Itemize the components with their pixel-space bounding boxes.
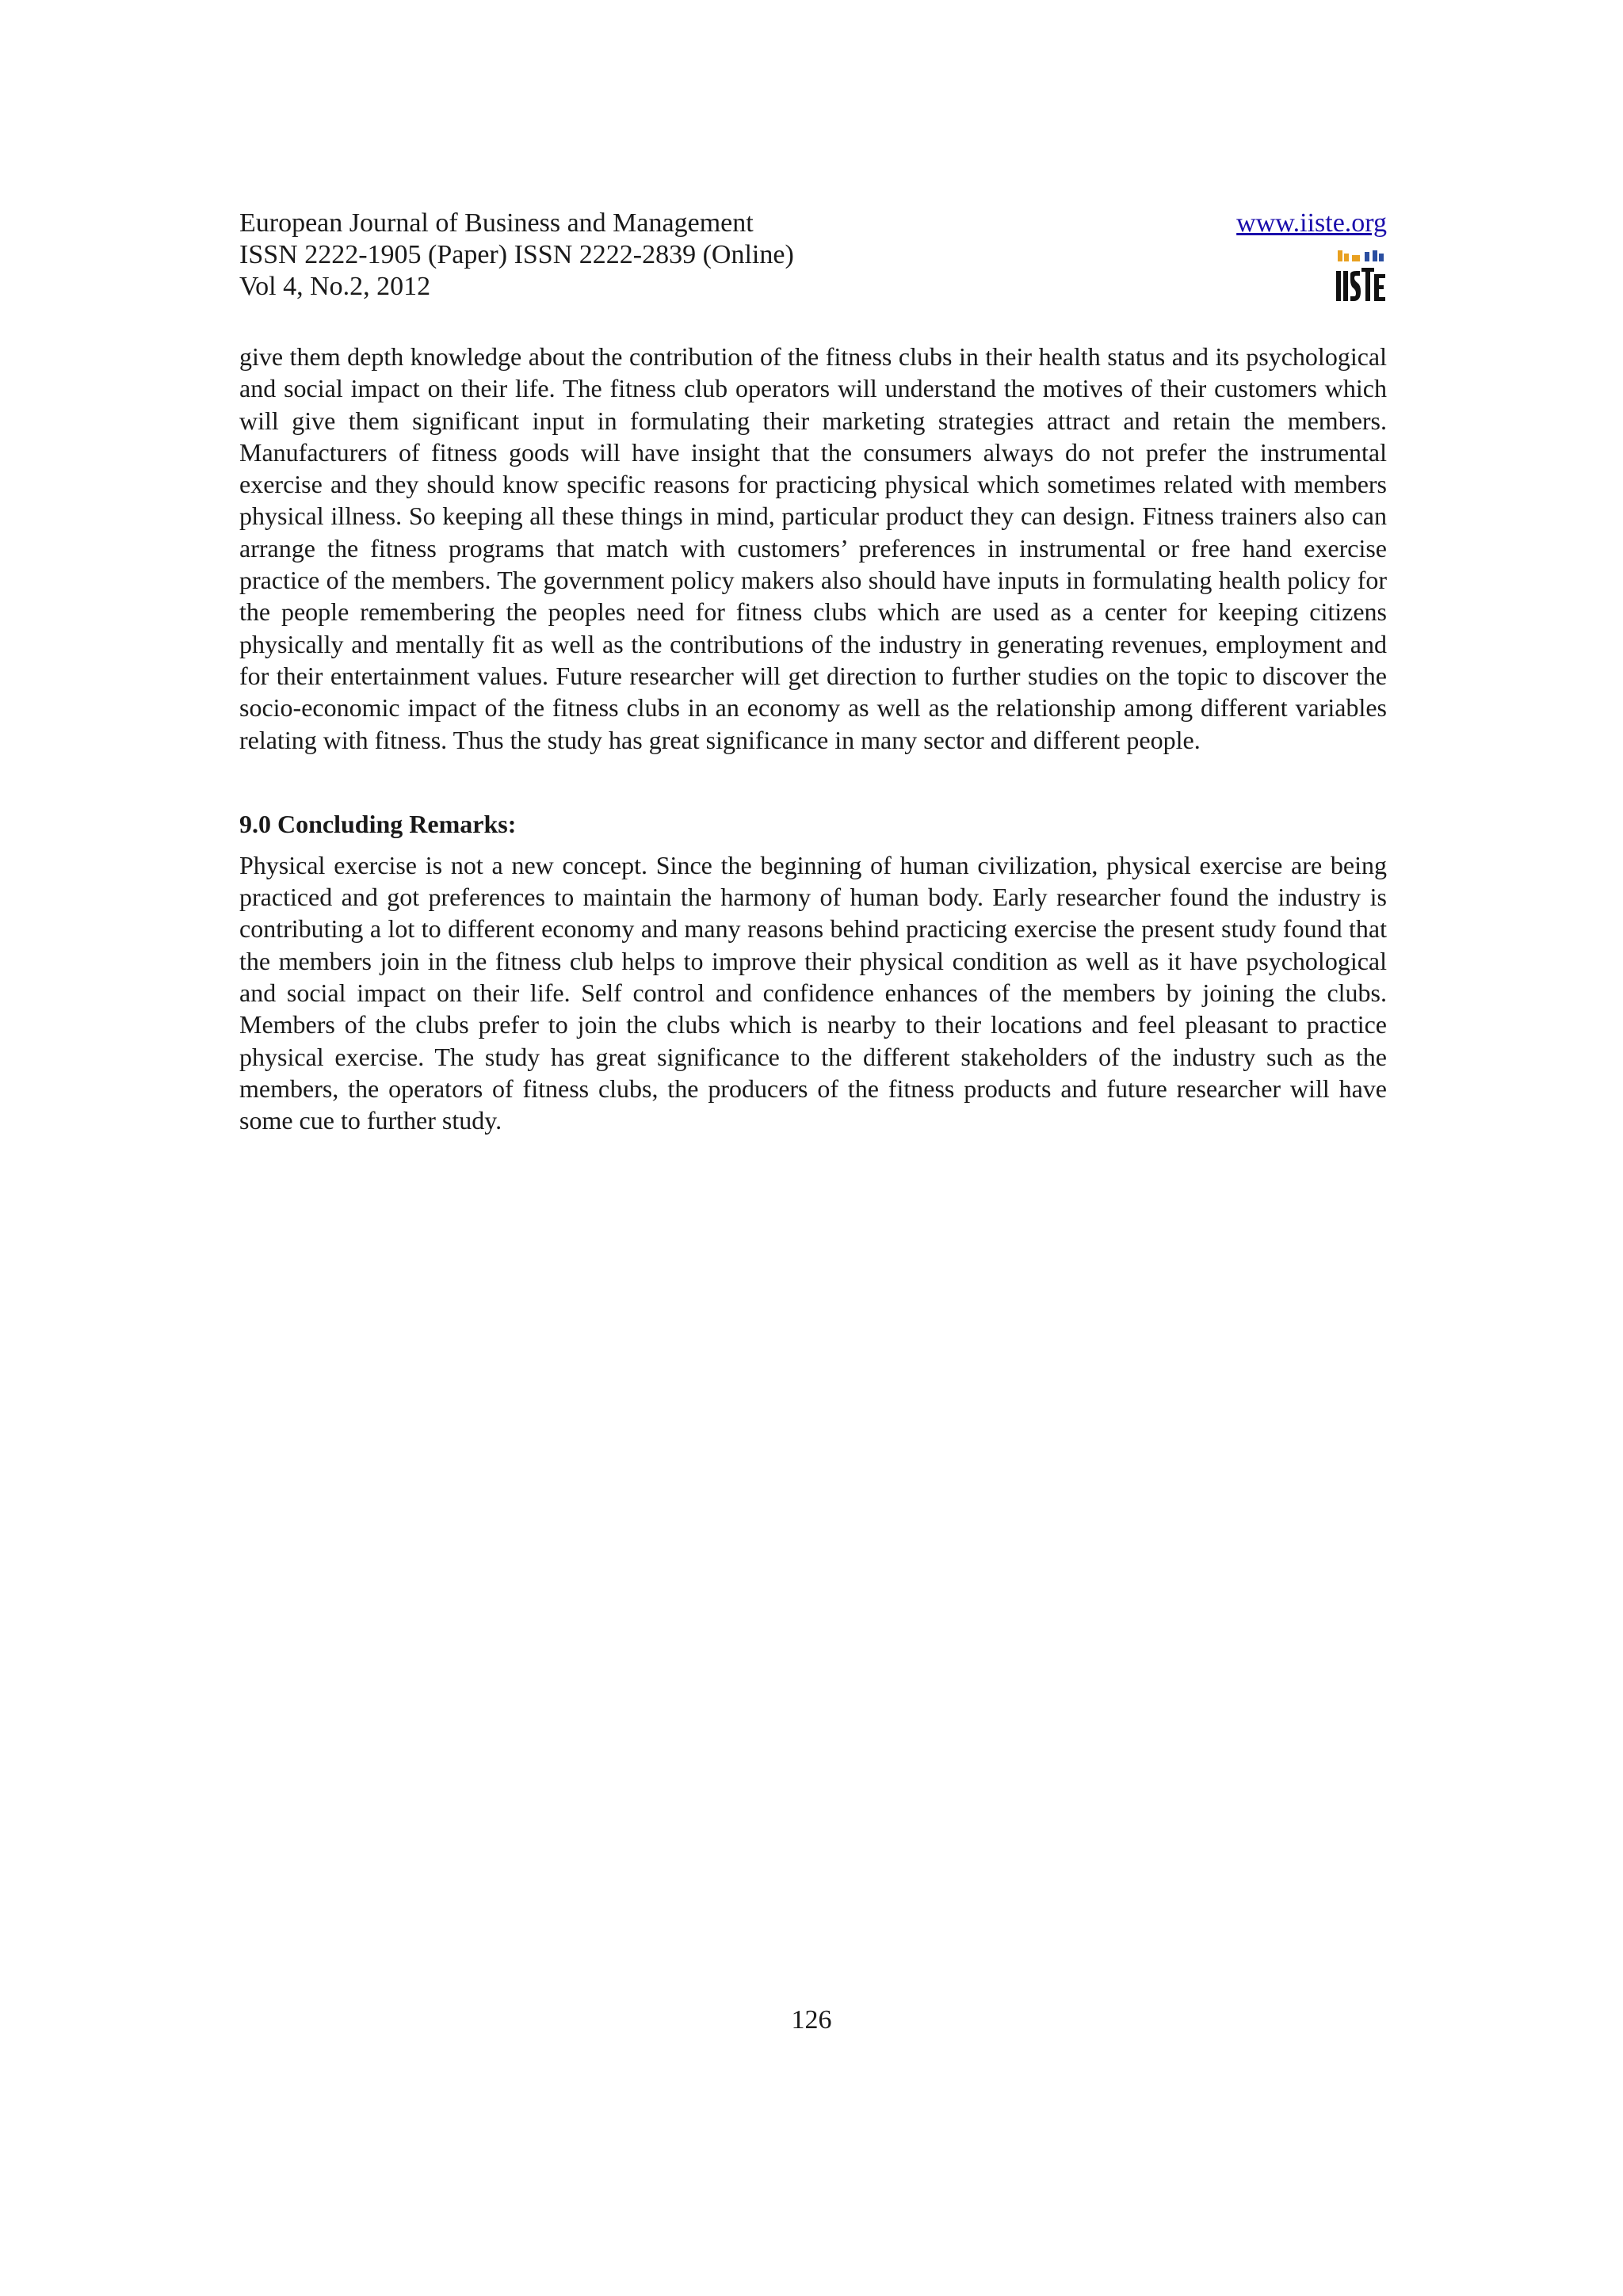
journal-info [239, 208, 794, 303]
journal-volume: Vol 4, No.2, 2012 [239, 272, 431, 301]
journal-title: European Journal of Business and Management [239, 208, 754, 238]
iiste-logo-icon [1335, 247, 1387, 304]
page-header [239, 208, 1387, 311]
page-number: 126 [791, 2005, 832, 2035]
journal-issn: ISSN 2222-1905 (Paper) ISSN 2222-2839 (Online) [239, 240, 794, 269]
body-paragraph-1: give them depth knowledge about the contribution of the fitness clubs in their health status and its psychological and social impact on their life. The fitness club operators will understand the motives of their customers which will give them significant input in formulating their marketing strategies attract and retain the members. Manufacturers of fitness goods will have insight that the consumers always do not prefer the instrumental exercise and they should know specific reasons for practicing physical which sometimes related with members physical illness. So keeping all these things in mind, particular product they can design. Fitness trainers also can arrange the fitness programs that match with customers’ preferences in instrumental or free hand exercise practice of the members. The government policy makers also should have inputs in formulating health policy for the people remembering the peoples need for fitness clubs which are used as a center for keeping citizens physically and mentally fit as well as the contributions of the industry in generating revenues, employment and for their entertainment values. Future researcher will get direction to further studies on the topic to discover the socio-economic impact of the fitness clubs in an economy as well as the relationship among different variables relating with fitness. Thus the study has great significance in many sector and different people. [239, 342, 1387, 754]
section-heading-concluding-remarks: 9.0 Concluding Remarks: [239, 809, 517, 838]
page-body [239, 341, 1387, 1137]
website-link[interactable]: www.iiste.org [1236, 208, 1387, 238]
journal-branding [1236, 208, 1387, 308]
body-paragraph-2: Physical exercise is not a new concept. Since the beginning of human civilization, physical exercise are being practiced and got preferences to maintain the harmony of human body. Early researcher found the industry is contributing a lot to different economy and many reasons behind practicing exercise the present study found that the members join in the fitness club helps to improve their physical condition as well as it have psychological and social impact on their life. Self control and confidence enhances of the members by joining the clubs. Members of the clubs prefer to join the clubs which is nearby to their locations and feel pleasant to practice physical exercise. The study has great significance to the different stakeholders of the industry such as the members, the operators of fitness clubs, the producers of the fitness products and future researcher will have some cue to further study. [239, 850, 1387, 1135]
